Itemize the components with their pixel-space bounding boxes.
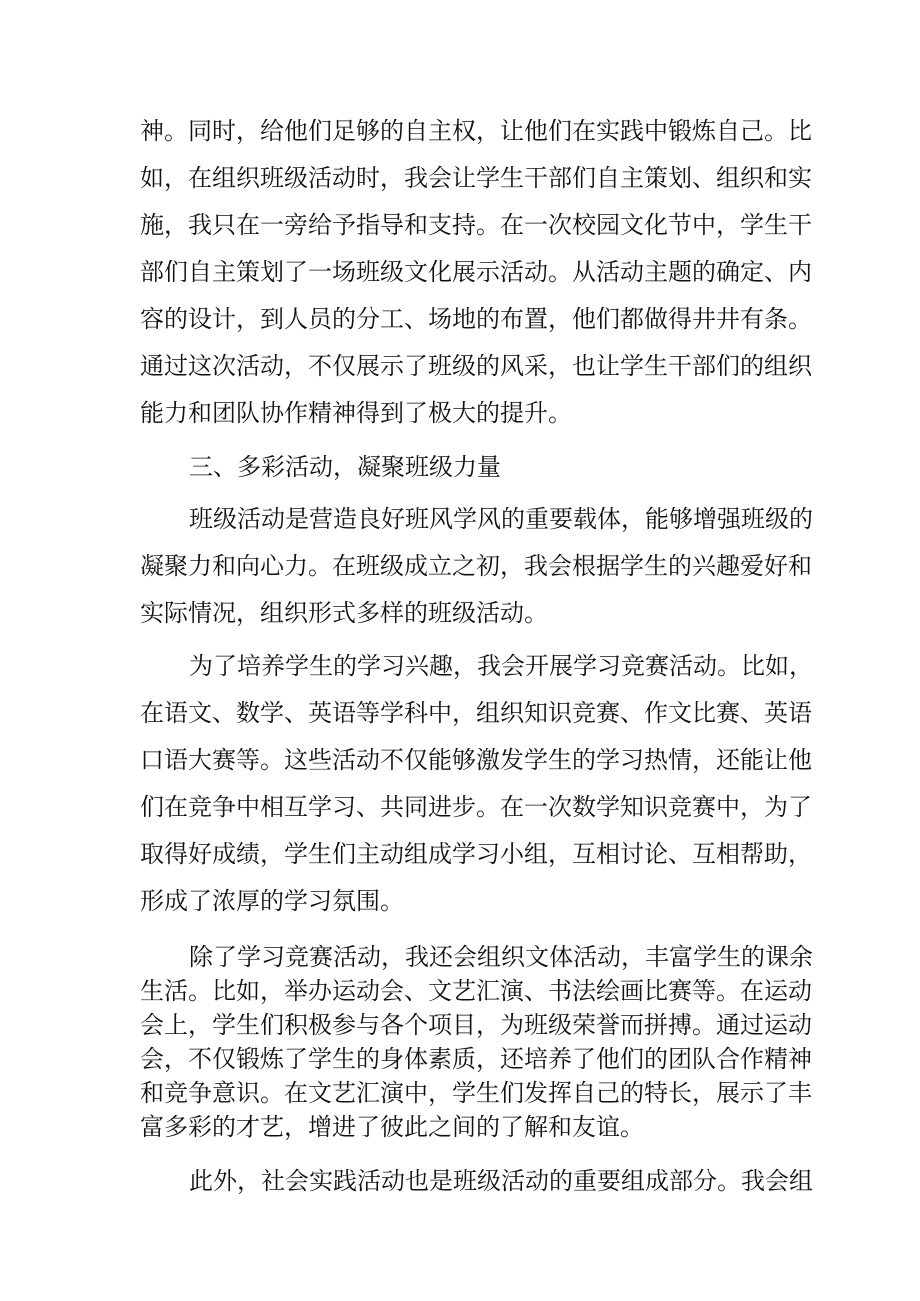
paragraph-1-line-4: 部们自主策划了一场班级文化展示活动。从活动主题的确定、内 xyxy=(140,258,812,286)
paragraph-3-line-2: 在语文、数学、英语等学科中，组织知识竞赛、作文比赛、英语 xyxy=(140,699,812,727)
paragraph-2-line-2: 凝聚力和向心力。在班级成立之初，我会根据学生的兴趣爱好和 xyxy=(140,552,812,580)
paragraph-3-line-6: 形成了浓厚的学习氛围。 xyxy=(140,887,404,915)
paragraph-1-line-5: 容的设计，到人员的分工、场地的布置，他们都做得井井有条。 xyxy=(140,305,812,333)
paragraph-4-line-5: 和竞争意识。在文艺汇演中，学生们发挥自己的特长，展示了丰 xyxy=(140,1079,812,1107)
paragraph-1-line-7: 能力和团队协作精神得到了极大的提升。 xyxy=(140,399,572,427)
paragraph-4-line-6: 富多彩的才艺，增进了彼此之间的了解和友谊。 xyxy=(140,1113,644,1141)
paragraph-1-line-3: 施，我只在一旁给予指导和支持。在一次校园文化节中，学生干 xyxy=(140,211,812,239)
paragraph-1-line-2: 如，在组织班级活动时，我会让学生干部们自主策划、组织和实 xyxy=(140,164,812,192)
paragraph-1-line-6: 通过这次活动，不仅展示了班级的风采，也让学生干部们的组织 xyxy=(140,352,812,380)
paragraph-4-line-1: 除了学习竞赛活动，我还会组织文体活动，丰富学生的课余 xyxy=(189,943,813,971)
paragraph-3-line-3: 口语大赛等。这些活动不仅能够激发学生的学习热情，还能让他 xyxy=(140,746,812,774)
paragraph-3-line-1: 为了培养学生的学习兴趣，我会开展学习竞赛活动。比如， xyxy=(189,652,813,680)
paragraph-2-line-3: 实际情况，组织形式多样的班级活动。 xyxy=(140,599,548,627)
paragraph-4-line-2: 生活。比如，举办运动会、文艺汇演、书法绘画比赛等。在运动 xyxy=(140,977,812,1005)
paragraph-5-line-1: 此外，社会实践活动也是班级活动的重要组成部分。我会组 xyxy=(189,1167,813,1195)
paragraph-1-line-1: 神。同时，给他们足够的自主权，让他们在实践中锻炼自己。比 xyxy=(140,117,812,145)
section-heading: 三、多彩活动，凝聚班级力量 xyxy=(189,453,501,481)
paragraph-3-line-5: 取得好成绩，学生们主动组成学习小组，互相讨论、互相帮助， xyxy=(140,840,812,868)
paragraph-2-line-1: 班级活动是营造良好班风学风的重要载体，能够增强班级的 xyxy=(189,505,813,533)
paragraph-4-line-4: 会，不仅锻炼了学生的身体素质，还培养了他们的团队合作精神 xyxy=(140,1045,812,1073)
paragraph-4-line-3: 会上，学生们积极参与各个项目，为班级荣誉而拼搏。通过运动 xyxy=(140,1011,812,1039)
paragraph-3-line-4: 们在竞争中相互学习、共同进步。在一次数学知识竞赛中，为了 xyxy=(140,793,812,821)
